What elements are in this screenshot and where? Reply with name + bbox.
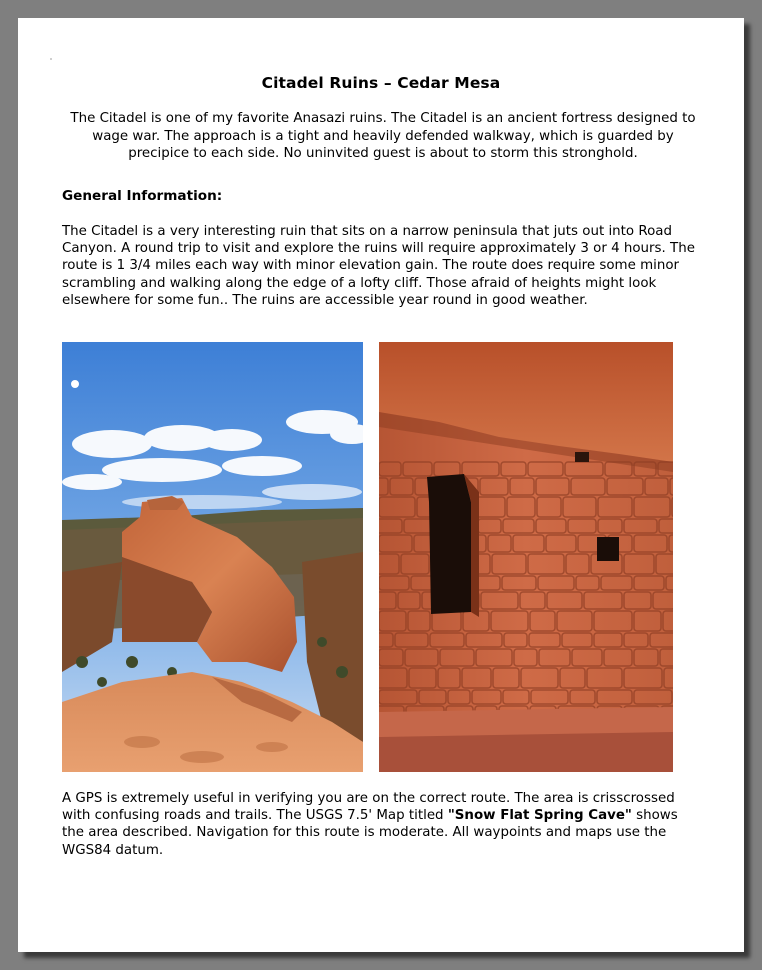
- gps-paragraph: [62, 790, 702, 859]
- page-title: Citadel Ruins – Cedar Mesa: [261, 74, 501, 92]
- ruin-masonry-photo: [379, 342, 673, 772]
- speck: [50, 58, 52, 60]
- general-information-heading: General Information:: [62, 188, 223, 204]
- map-title: "Snow Flat Spring Cave": [447, 808, 632, 824]
- general-information-paragraph: The Citadel is a very interesting ruin that sits on a narrow peninsula that juts out into Road Canyon. A round trip to visit and explore the ruins will require approximately 3 or 4 hours. The route is 1 3/4 miles each way with minor elevation gain. The route does require some minor scrambling and walking along the edge of a lofty cliff. Those afraid of heights might look elsewhere for some fun.. The ruins are accessible year round in good weather.: [62, 224, 695, 308]
- intro-paragraph: The Citadel is one of my favorite Anasazi ruins. The Citadel is an ancient fortress designed to wage war. The approach is a tight and heavily defended walkway, which is guarded by precipice to each side. No uninvited guest is about to storm this stronghold.: [70, 111, 696, 162]
- peninsula-landscape-photo: [62, 342, 363, 772]
- document-page: [18, 18, 744, 952]
- gps-text-before: A GPS is extremely useful in verifying you are on the correct route. The area is crisscrossed with confusing roads and trails. The USGS 7.5' Map titled: [62, 791, 675, 824]
- gps-text-after: shows the area described. Navigation for this route is moderate. All waypoints and maps use the WGS84 datum.: [62, 808, 678, 858]
